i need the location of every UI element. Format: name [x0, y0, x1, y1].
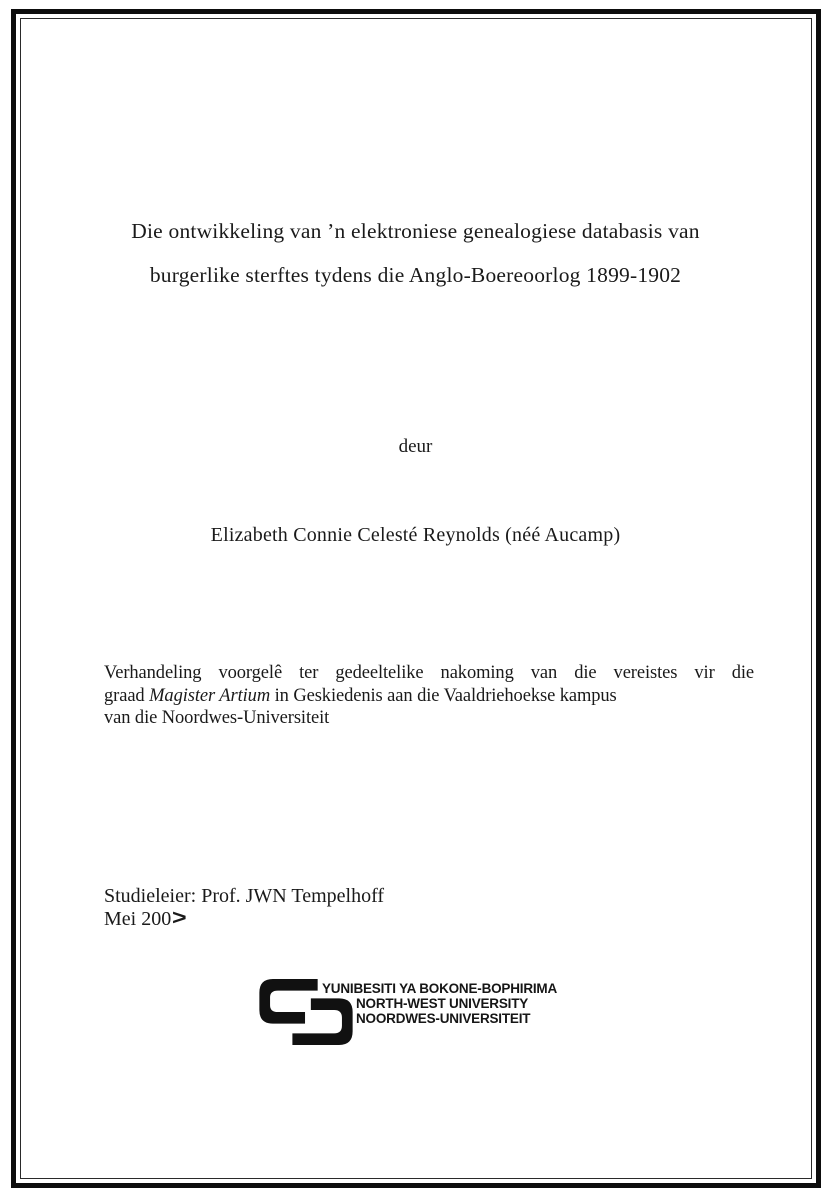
supervisor-block — [104, 885, 384, 931]
degree-statement-line-1 — [104, 662, 754, 685]
degree-statement — [104, 662, 754, 730]
university-logo — [257, 978, 587, 1053]
supervisor-line: Studieleier: Prof. JWN Tempelhoff — [104, 885, 385, 907]
date-prefix: Mei 200 — [104, 908, 172, 930]
byline: deur — [398, 436, 433, 457]
degree-statement-line-1-text: Verhandeling voorgelê ter gedeeltelike nakoming van die vereistes vir die — [104, 663, 754, 683]
degree-statement-line-3: van die Noordwes-Universiteit — [104, 708, 330, 728]
degree-statement-line-2-suffix: in Geskiedenis aan die Vaaldriehoekse kampus — [270, 685, 617, 706]
logo-text-afrikaans: NOORDWES-UNIVERSITEIT — [356, 1011, 531, 1026]
degree-statement-line-2-prefix: graad — [104, 685, 150, 706]
date-seven-glyph: > — [172, 906, 187, 930]
thesis-title-line-1: Die ontwikkeling van ’n elektroniese genealogiese databasis van — [131, 219, 700, 243]
logo-text-english: NORTH-WEST UNIVERSITY — [356, 996, 529, 1011]
date-line — [104, 908, 384, 931]
author-name: Elizabeth Connie Celesté Reynolds (néé Aucamp) — [210, 524, 621, 546]
logo-text-setswana: YUNIBESITI YA BOKONE-BOPHIRIMA — [322, 981, 558, 996]
thesis-title — [60, 210, 771, 297]
degree-name-italic: Magister Artium — [149, 685, 271, 706]
thesis-title-line-2: burgerlike sterftes tydens die Anglo-Boereoorlog 1899-1902 — [149, 262, 682, 287]
degree-statement-line-2 — [104, 685, 754, 708]
